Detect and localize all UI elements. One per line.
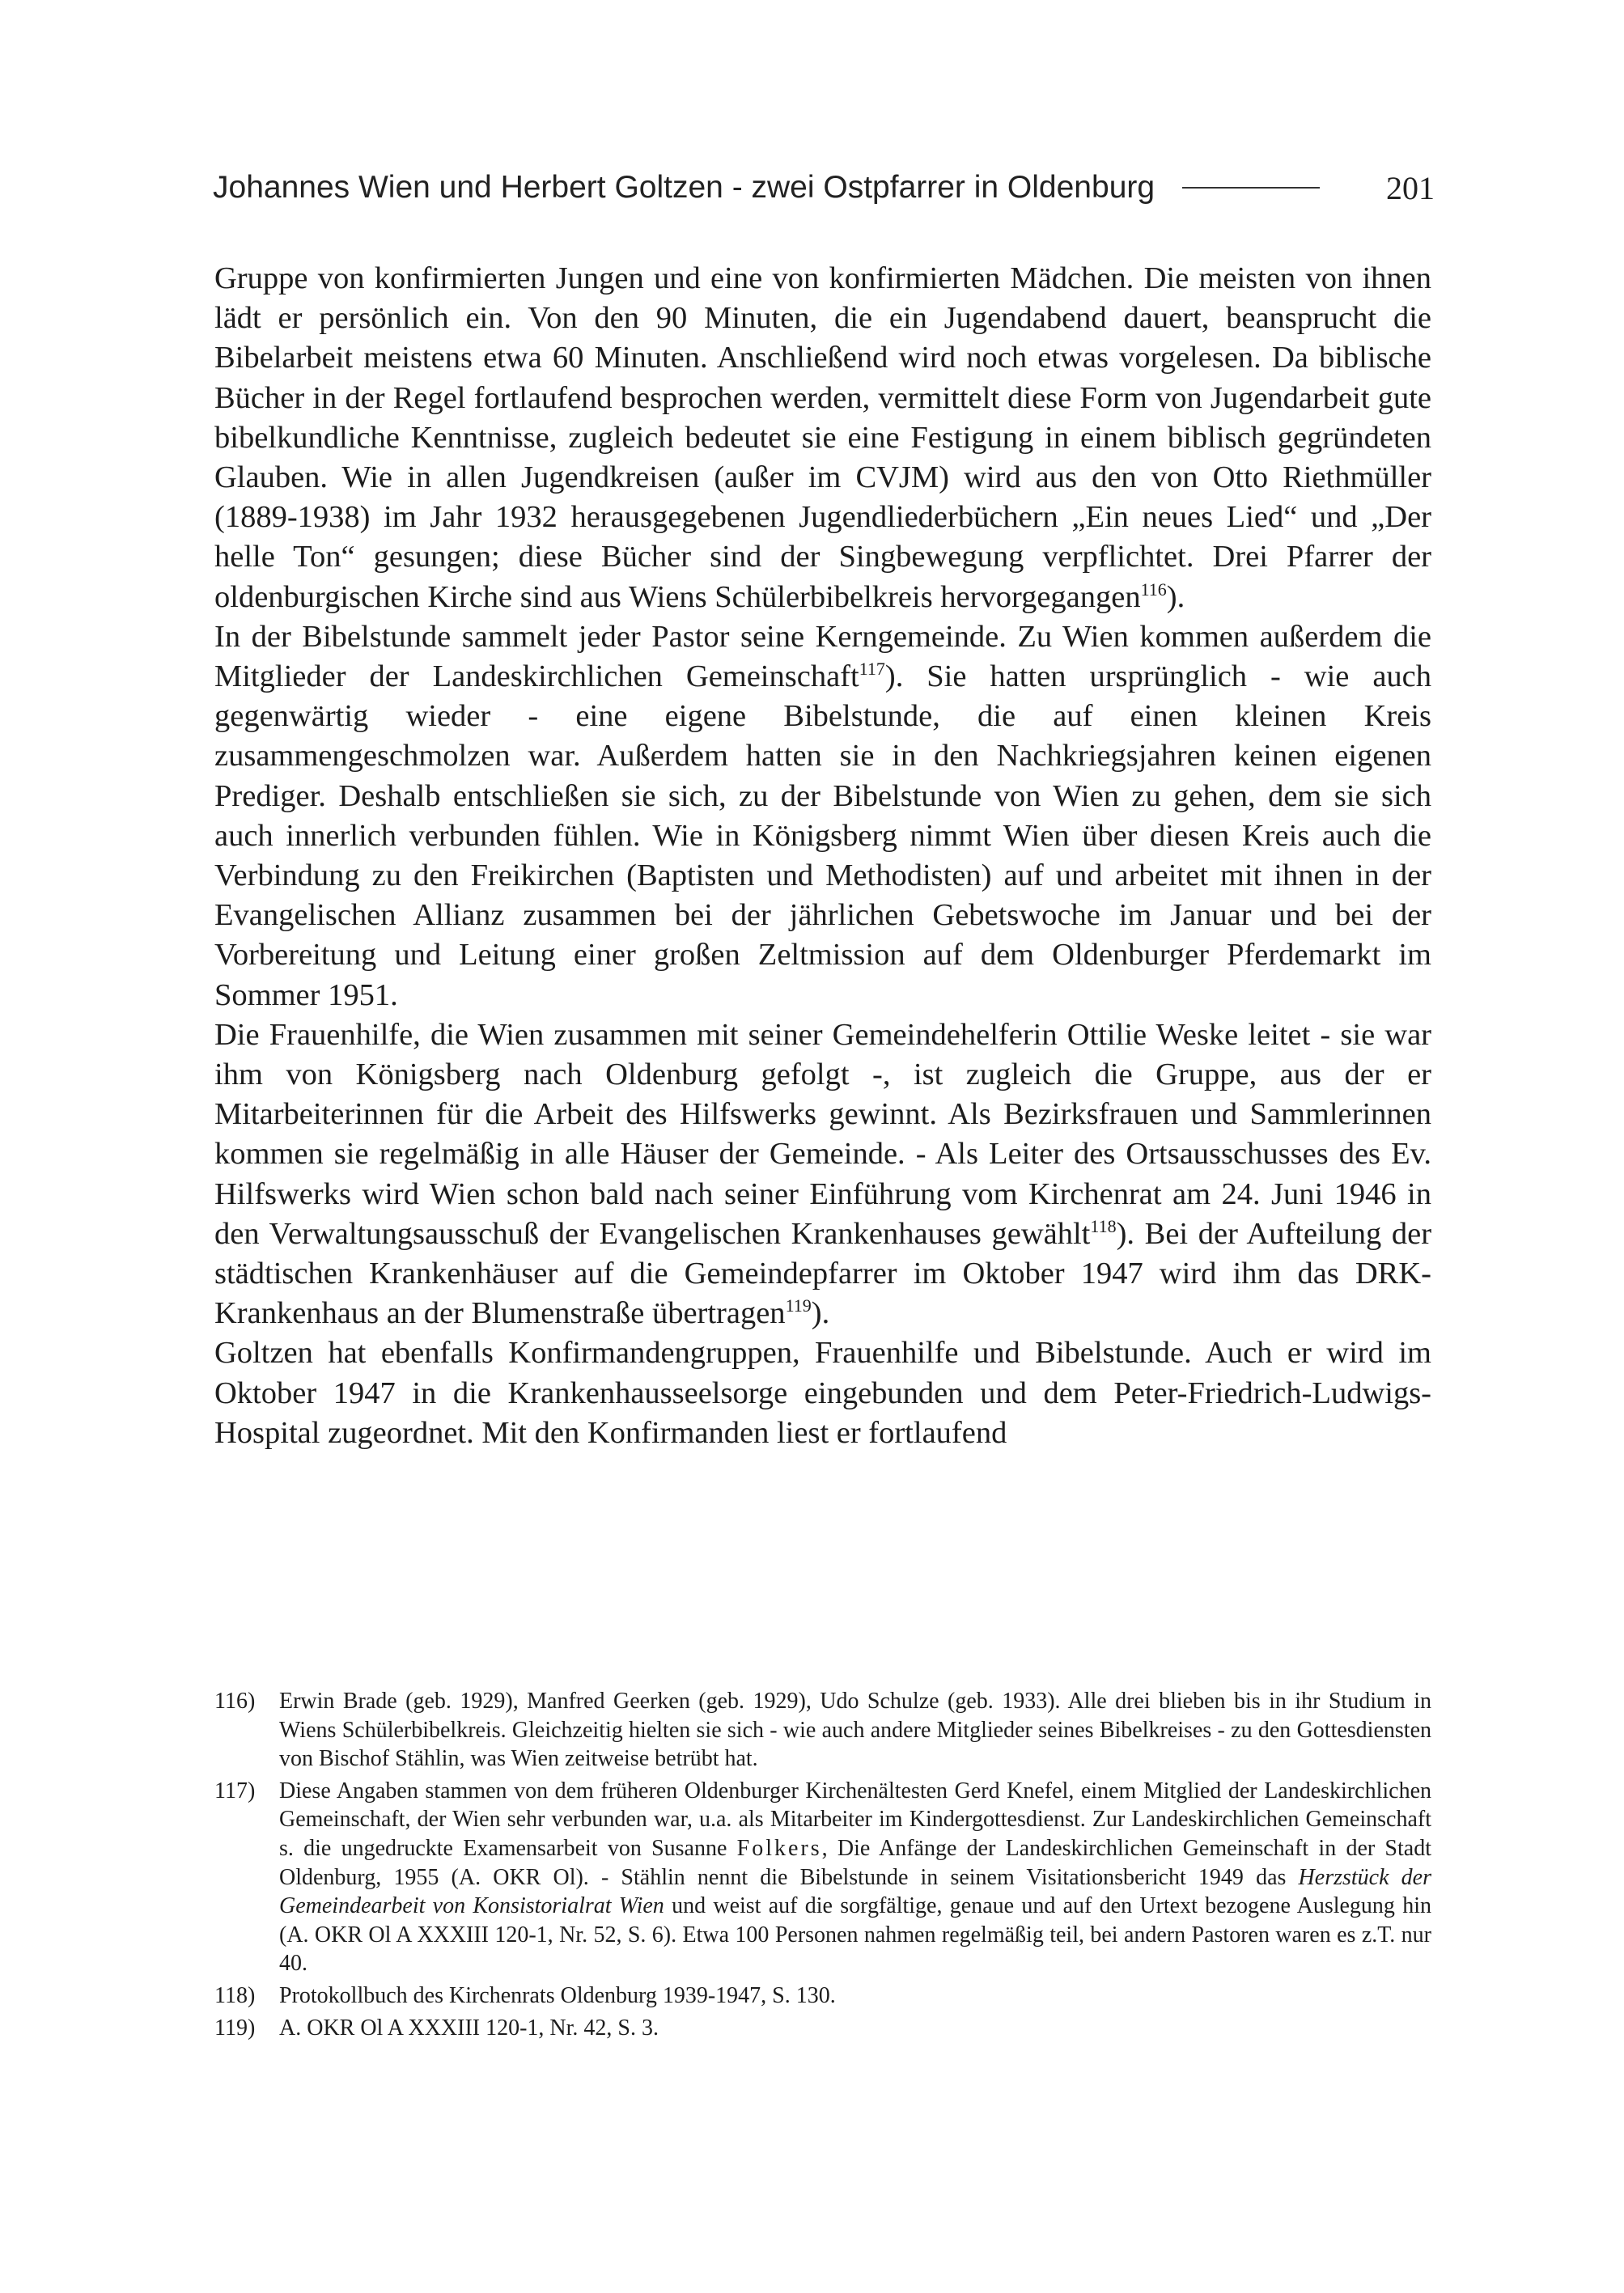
footnote-ref-119: 119 — [785, 1295, 812, 1316]
footnote-text: Protokollbuch des Kirchenrats Oldenburg 1939-1947, S. 130. — [279, 1982, 836, 2008]
main-text — [214, 259, 1431, 1453]
page-number: 201 — [1386, 169, 1435, 206]
footnote-116 — [214, 1687, 1431, 1774]
footnote-text: Erwin Brade (geb. 1929), Manfred Geerken (geb. 1929), Udo Schulze (geb. 1933). Alle drei blieben bis in ihr Studium in Wiens Schülerbibelkreis. Gleichzeitig hielten sie sich - wie auch andere Mitglieder seines Bibelkreises - zu den Gottesdiensten von Bischof Stählin, was Wien zeitweise betrübt hat. — [279, 1689, 1431, 1772]
paragraph-2 — [214, 617, 1431, 1015]
running-head — [213, 162, 1435, 214]
footnote-number: 119) — [214, 2015, 256, 2041]
footnote-119 — [214, 2014, 1431, 2043]
paragraph-1-text: Gruppe von konfirmierten Jungen und eine von konfirmierten Mädchen. Die meisten von ihnen lädt er persönlich ein. Von den 90 Minuten, die ein Jugendabend dauert, beansprucht die Bibelarbeit meistens etwa 60 Minuten. Anschließend wird noch etwas vorgelesen. Da biblische Bücher in der Regel fortlaufend besprochen werden, vermittelt diese Form von Jugendarbeit gute bibelkundliche Kenntnisse, zugleich bedeutet sie eine Festigung in einem biblisch gegründeten Glauben. Wie in allen Jugendkreisen (außer im CVJM) wird aus den von Otto Riethmüller (1889-1938) im Jahr 1932 herausgegebenen Jugendliederbüchern „Ein neues Lied“ und „Der helle Ton“ gesungen; diese Bücher sind der Singbewegung verpflichtet. Drei Pfarrer der oldenburgischen Kirche sind aus Wiens Schülerbibelkreis hervorgegangen — [214, 261, 1431, 614]
footnote-117 — [214, 1777, 1431, 1978]
header-rule — [1182, 187, 1320, 189]
footnote-ref-118: 118 — [1090, 1216, 1117, 1237]
footnote-text: A. OKR Ol A XXXIII 120-1, Nr. 42, S. 3. — [279, 2015, 659, 2041]
footnote-text-part: Diese Angaben stammen von dem früheren Oldenburger Kirchenältesten Gerd Knefel, einem Mitglied der Landeskirchlichen Gemeinschaft, der Wien sehr verbunden war, u.a. als Mitarbeiter im Kindergottesdienst. Zur Landeskirchlichen Gemeinschaft s. die ungedruckte Examensarbeit von Susanne — [279, 1778, 1431, 1861]
paragraph-1-end: ). — [1166, 579, 1185, 614]
footnote-text-part: und weist auf die sorgfältige, genaue und auf den Urtext bezogene Auslegung hin (A. OKR Ol A XXXIII 120-1, Nr. 52, S. 6). Etwa 100 Personen nahmen regelmäßig teil, bei andern Pastoren waren es z.T. nur 40. — [279, 1893, 1431, 1977]
footnote-118 — [214, 1981, 1431, 2011]
quoted-phrase: Herzstück der Gemeindearbeit von Konsistorialrat Wien — [279, 1864, 1431, 1919]
footnote-number: 118) — [214, 1982, 256, 2008]
author-name: Folkers — [736, 1835, 822, 1861]
footnote-number: 117) — [214, 1778, 256, 1803]
paragraph-4: Goltzen hat ebenfalls Konfirmandengruppen, Frauenhilfe und Bibelstunde. Auch er wird im Oktober 1947 in die Krankenhausseelsorge eingebunden und dem Peter-Friedrich-Ludwigs-Hospital zugeordnet. Mit den Konfirmanden liest er fortlaufend — [214, 1336, 1431, 1450]
footnote-ref-116: 116 — [1140, 579, 1167, 600]
paragraph-2-end: ). Sie hatten ursprünglich - wie auch gegenwärtig wieder - eine eigene Bibelstunde, die auf einen kleinen Kreis zusammengeschmolzen war. Außerdem hatten sie in den Nachkriegsjahren keinen eigenen Prediger. Deshalb entschließen sie sich, zu der Bibelstunde von Wien zu gehen, dem sie sich auch innerlich verbunden fühlen. Wie in Königsberg nimmt Wien über diesen Kreis auch die Verbindung zu den Freikirchen (Baptisten und Methodisten) auf und arbeitet mit ihnen in der Evangelischen Allianz zusammen bei der jährlichen Gebetswoche im Januar und bei der Vorbereitung und Leitung einer großen Zeltmission auf dem Oldenburger Pferdemarkt im Sommer 1951. — [214, 659, 1431, 1012]
paragraph-1 — [214, 259, 1431, 617]
paragraph-2-text: In der Bibelstunde sammelt jeder Pastor seine Kerngemeinde. Zu Wien kommen außerdem die Mitglieder der Landeskirchlichen Gemeinschaft — [214, 619, 1431, 694]
paragraph-3-middle: ). Bei der Aufteilung der städtischen Krankenhäuser auf die Gemeindepfarrer im Oktober 1947 wird ihm das DRK- Krankenhaus an der Blumenstraße übertragen — [214, 1216, 1432, 1331]
footnotes — [214, 1687, 1431, 2045]
paragraph-3-end: ). — [811, 1296, 830, 1331]
paragraph-3 — [214, 1015, 1431, 1334]
paragraph-3-text: Die Frauenhilfe, die Wien zusammen mit seiner Gemeindehelferin Ottilie Weske leitet - sie war ihm von Königsberg nach Oldenburg gefolgt -, ist zugleich die Gruppe, aus der er Mitarbeiterinnen für die Arbeit des Hilfswerks gewinnt. Als Bezirksfrauen und Sammlerinnen kommen sie regelmäßig in alle Häuser der Gemeinde. - Als Leiter des Ortsausschusses des Ev. Hilfswerks wird Wien schon bald nach seiner Einführung vom Kirchenrat am 24. Juni 1946 in den Verwaltungsausschuß der Evangelischen Krankenhauses gewählt — [214, 1017, 1431, 1251]
footnote-number: 116) — [214, 1689, 256, 1714]
footnote-ref-117: 117 — [859, 659, 885, 680]
footnote-text — [279, 1777, 1431, 1978]
running-title: Johannes Wien und Herbert Goltzen - zwei Ostpfarrer in Oldenburg — [213, 170, 1155, 205]
footnote-text-part: , Die Anfänge der Landeskirchlichen Gemeinschaft in der Stadt Oldenburg, 1955 (A. OKR Ol). - Stählin nennt die Bibelstunde in seinem Visitationsbericht 1949 das — [279, 1835, 1431, 1890]
